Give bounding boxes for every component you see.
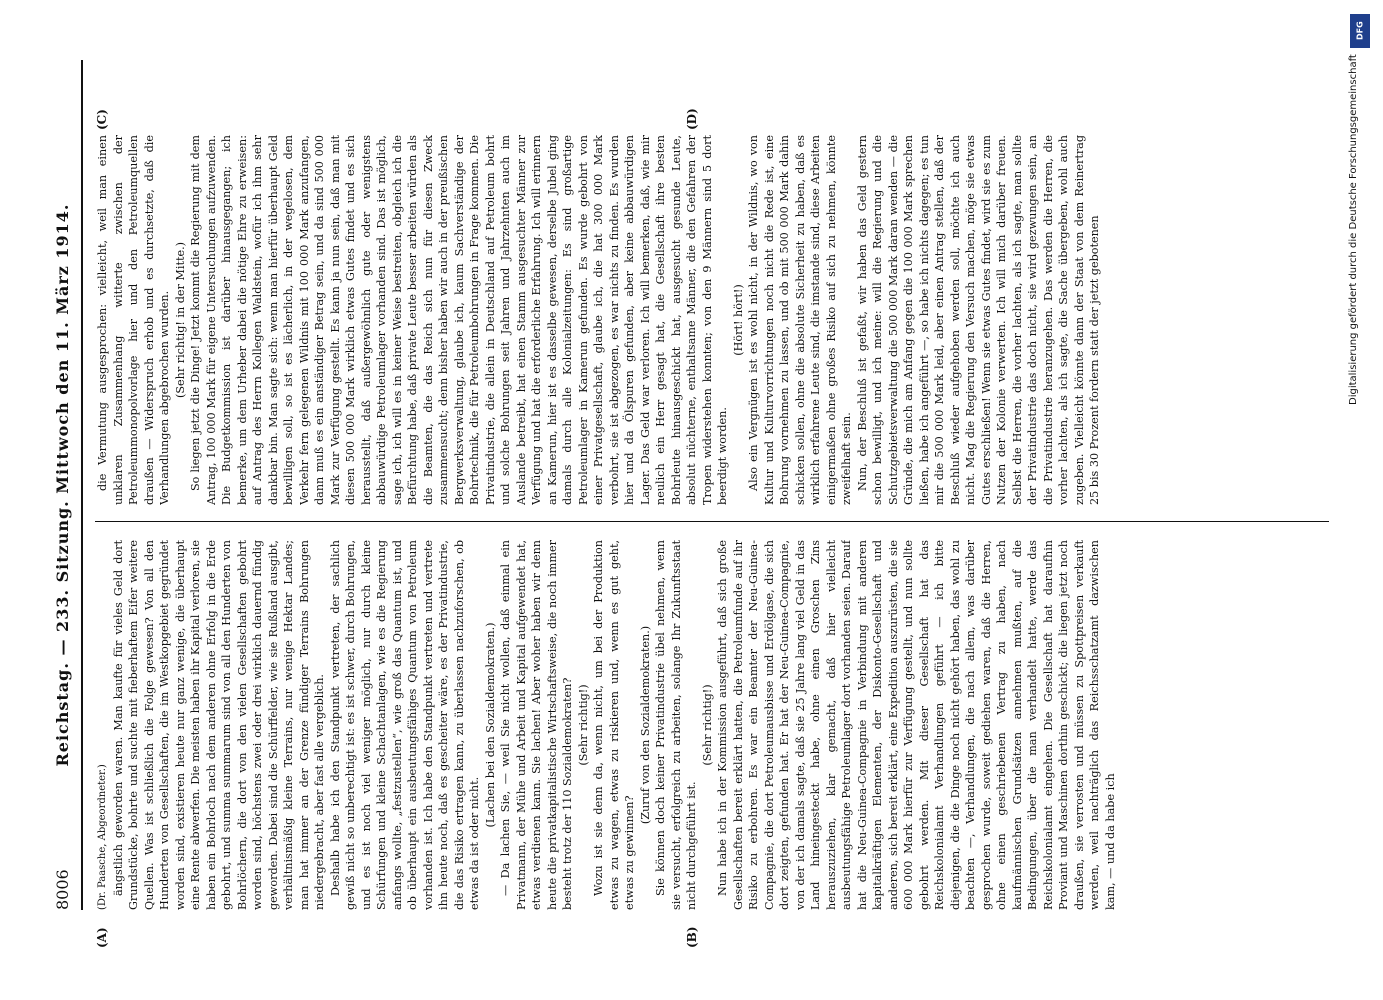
paragraph: Wozu ist sie denn da, wenn nicht, um bei der Produktion etwas zu wagen, etwas zu riskieren und, wenn es gut geht, etwas zu gewinnen? <box>592 540 636 910</box>
page-number: 8006 <box>53 869 72 910</box>
interjection: (Zuruf von den Sozialdemokraten.) <box>638 625 652 825</box>
paragraph: Deshalb habe ich den Standpunkt vertreten, der sachlich gewiß nicht so unberechtigt ist: es ist schwer, durch Bohrungen, und es ist noch viel weniger möglich, nur durch kleine Schürfungen und kleine Schachtanlagen, wie es die Regierung anfangs wollte, „festzustellen“, wie groß das Quantum ist, und ob überhaupt ein ausbeutungsfähiges Quantum von Petroleum vorhanden ist. Ich habe den Standpunkt vertreten und vertrete ihn heute noch, daß es gescheiter wäre, es der Privatindustrie, die das Risiko ertragen kann, zu überlassen nachzuforschen, ob etwas da ist oder nicht. <box>328 540 481 910</box>
dfg-logo-icon: DFG <box>1350 14 1370 48</box>
text-body <box>95 60 1329 948</box>
interjection: (Sehr richtig!) <box>576 684 590 766</box>
paragraph: Nun habe ich in der Kommission ausgeführt, daß sich große Gesellschaften bereit erklärt hatten, die Petroleumfunde auf ihr Risiko zu erbohren. Es war ein Beamter der Neu-Guinea-Compagnie, die dort Petroleumausbisse und Erdölgase, die sich dort zeigten, gefunden hat. Er hat der Neu-Guinea-Compagnie, von der ich damals sagte, daß sie 25 Jahre lang viel Geld in das Land hineingesteckt habe, ohne einen Groschen Zins herauszuziehen, klar gemacht, daß hier vielleicht ausbeutungsfähige Petroleumlager dort vorhanden seien. Darauf hat die Neu-Guinea-Compagnie in Verbindung mit anderen kapitalkräftigen Elementen, der Diskonto-Gesellschaft und anderen, sich bereit erklärt, eine Expedition auszurüsten, die sie 600 000 Mark hierfür zur Verfügung gestellt, und nun sollte gebohrt werden. Mit dieser Gesellschaft hat das Reichskolonialamt Verhandlungen geführt — ich bitte diejenigen, die die Dinge noch nicht gehört haben, das wohl zu beachten —, Verhandlungen, die nach allem, was darüber gesprochen wurde, soweit gediehen waren, daß die Herren, ohne einen geschriebenen Vertrag zu haben, nach kaufmännischen Grundsätzen annehmen mußten, auf die Bedingungen, über die man verhandelt hatte, werde das Reichskolonialamt eingehen. Die Gesellschaft hat daraufhin Proviant und Maschinen dorthin geschickt; die liegen jetzt noch draußen, sie verrosten und müssen zu Spottpreisen verkauft werden, weil nachträglich das Reichsschatzamt dazwischen kam, — und da habe ich <box>716 540 1117 910</box>
interjection: (Hört! hört!) <box>731 284 745 356</box>
left-column <box>95 540 1329 910</box>
speaker-note: (Dr. Paasche, Abgeordneter.) <box>97 764 108 910</box>
right-column <box>95 135 1329 505</box>
page-title: Reichstag. — 233. Sitzung. Mittwoch den 11. März 1914. <box>53 203 72 767</box>
paragraph: die Vermutung ausgesprochen: vielleicht, weil man einen unklaren Zusammenhang witterte zwischen der Petroleummonopolvorlage hier und den Petroleumquellen draußen — Widerspruch erhob und es durchsetzte, daß die Verhandlungen abgebrochen wurden. <box>96 135 171 505</box>
digitization-credit: Digitalisierung gefördert durch die Deutsche Forschungsgemeinschaft <box>1348 54 1359 405</box>
interjection: (Lachen bei den Sozialdemokraten.) <box>483 622 497 828</box>
margin-mark-c: (C) <box>95 109 109 130</box>
paragraph: ängstlich geworden waren. Man kaufte für vieles Geld dort Grundstücke, bohrte und suchte mit fieberhaftem Eifer weitere Quellen. Was ist schließlich die Folge gewesen? Von all den Hunderten von Gesellschaften, die im Westkopgebiet gegründet worden sind, existieren heute nur ganz wenige, die überhaupt eine Rente abwerfen. Die meisten haben ihr Kapital verloren, sie haben ein Bohrloch nach dem anderen ohne Erfolg in die Erde gebohrt, und summa summarum sind von all den Hunderten von Bohrlöchern, die dort von den vielen Gesellschaften gebohrt worden sind, höchstens zwei oder drei wirklich dauernd fündig geworden. Dabei sind die Schürffelder, wie sie Rußland ausgibt, verhältnismäßig kleine Terrains, nur wenige Hektar Landes; man hat immer an der Grenze fündiger Terrains Bohrungen niedergebracht, aber fast alle vergeblich. <box>111 540 326 910</box>
paragraph: Nun, der Beschluß ist gefaßt, wir haben das Geld gestern schon bewilligt, und ich meine: will die Regierung und die Schutzgebietsverwaltung die 500 000 Mark daran wenden — die Gründe, die mich am Anfang gegen die 100 000 Mark sprechen ließen, habe ich angeführt —, so habe ich nichts dagegen; es tun mir die 500 000 Mark leid, aber einen Antrag stellen, daß der Beschluß wieder aufgehoben werden soll, möchte ich auch nicht. Mag die Regierung den Versuch machen, möge sie etwas Gutes erschließen! Wenn sie etwas Gutes findet, wird sie es zum Nutzen der Kolonie verwerten. Ich will mich darüber freuen. Selbst die Herren, die vorher lachten, als ich sagte, man sollte der Privatindustrie das doch nicht, sie wird gezwungen sein, an die Privatindustrie heranzugehen. Das werden die Herren, die vorher lachten, als ich sagte, die Sache übergeben, wohl auch zugeben. Vielleicht könnte dann der Staat von dem Reinertrag 25 bis 30 Prozent fordern statt der jetzt gebotenen <box>855 135 1101 505</box>
paragraph: So liegen jetzt die Dinge! Jetzt kommt die Regierung mit dem Antrag, 100 000 Mark für eigene Untersuchungen aufzuwenden. Die Budgetkommission ist darüber hinausgegangen; ich bemerke, um dem Urheber dabei die nötige Ehre zu erweisen: auf Antrag des Herrn Kollegen Waldstein, wofür ich ihm sehr dankbar bin. Man sagte sich: wenn man hierfür überhaupt Geld bewilligen soll, so ist es lächerlich, in der wegelosen, dem Verkehr fern gelegenen Wildnis mit 100 000 Mark anzufangen, dann muß es ein anständiger Betrag sein, und da sind 500 000 Mark zur Verfügung gestellt. Es kann ja nun sein, daß man mit diesen 500 000 Mark wirklich etwas Gutes findet und es sich herausstellt, daß außergewöhnlich gute oder wenigstens abbauwürdige Petroleumlager vorhanden sind. Das ist möglich, sage ich, ich will es in keiner Weise bestreiten, obgleich ich die Befürchtung habe, daß private Leute besser arbeiten würden als die Beamten, die das Reich sich nun für diesen Zweck zusammensucht; denn bisher haben wir auch in der preußischen Bergwerksverwaltung, glaube ich, kaum Sachverständige der Bohrtechnik, die für Petroleumbohrungen in Frage kommen. Die Privatindustrie, die allein in Deutschland auf Petroleum bohrt und solche Bohrungen seit Jahren und Jahrzehnten auch im Auslande betreibt, hat einen Stamm ausgesuchter Männer zur Verfügung und hat die erforderliche Erfahrung. Ich will erinnern an Kamerun, hier ist es dasselbe gewesen, derselbe Jubel ging damals durch alle Kolonialzeitungen: Es sind großartige Petroleumlager in Kamerun gefunden. Es wurde gebohrt von einer Privatgesellschaft, glaube ich, die hat 300 000 Mark verbohrt, sie ist abgezogen, es war nichts zu finden. Es wurden hier und da Ölspuren gefunden, aber keine abbauwürdigen Lager. Das Geld war verloren. Ich will bemerken, daß, wie mir neulich ein Herr gesagt hat, die Gesellschaft ihre besten Bohrleute hinausgeschickt hat, ausgesucht gesunde Leute, absolut nüchterne, enthaltsame Männer, die den Gefahren der Tropen widerstehen konnten; von den 9 Männern sind 5 dort beerdigt worden. <box>189 135 729 505</box>
interjection: (Sehr richtig!) <box>700 684 714 766</box>
column-divider <box>95 521 1329 522</box>
margin-mark-b: (B) <box>685 926 699 948</box>
margin-mark-a: (A) <box>95 927 109 948</box>
margin-mark-d: (D) <box>685 108 699 130</box>
paragraph: Also ein Vergnügen ist es wohl nicht, in der Wildnis, wo von Kultur und Kulturvorrichtungen noch nicht die Rede ist, eine Bohrung vornehmen zu lassen, und ob mit 500 000 Mark dahin schicken sollen, ohne die absolute Sicherheit zu haben, daß es wirklich erfahrene Leute sind, die imstande sind, diese Arbeiten einigermaßen ohne großes Risiko auf sich zu nehmen, könnte zweifelhaft sein. <box>747 135 853 505</box>
page-header <box>47 60 83 910</box>
document-page <box>25 0 1359 1000</box>
interjection: (Sehr richtig! in der Mitte.) <box>173 241 187 399</box>
paragraph: — Da lachen Sie, — weil Sie nicht wollen, daß einmal ein Privatmann, der Mühe und Arbeit und Kapital aufgewendet hat, etwas verdienen kann. Sie lachen! Aber woher haben wir denn heute die privatkapitalistische Wirtschaftsweise, die noch immer besteht trotz der 110 Sozialdemokraten? <box>499 540 574 910</box>
digitization-stamp <box>1342 8 1380 992</box>
paragraph: Sie können doch keiner Privatindustrie übel nehmen, wenn sie versucht, erfolgreich zu arbeiten, solange Ihr Zukunftsstaat nicht durchgeführt ist. <box>654 540 698 910</box>
